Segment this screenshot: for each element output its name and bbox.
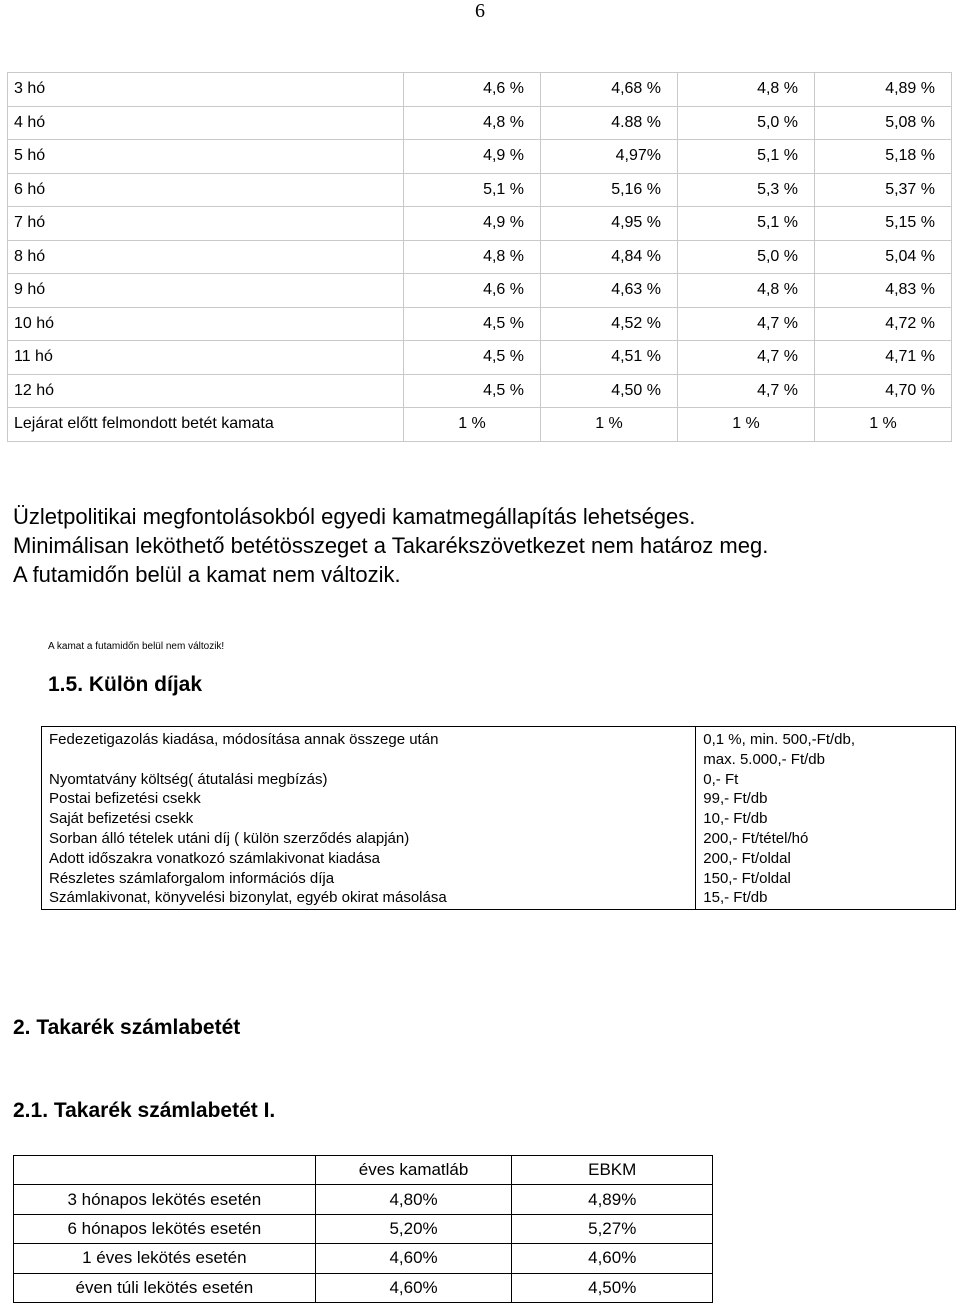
rate-cell: 4,9 % (404, 207, 541, 241)
table-row (42, 809, 956, 829)
fee-value: 10,- Ft/db (696, 809, 956, 829)
rate-cell: 4,8 % (678, 274, 815, 308)
fee-name: Saját befizetési csekk (42, 809, 696, 829)
header-cell (14, 1156, 316, 1185)
table-row (42, 789, 956, 809)
row-label: 10 hó (8, 307, 404, 341)
rate-cell: 5,1 % (678, 140, 815, 174)
early-withdrawal-row (8, 408, 952, 442)
rate-cell: 4,6 % (404, 73, 541, 107)
ebkm-cell: 4,60% (512, 1244, 713, 1273)
rate-cell: 5,04 % (815, 240, 952, 274)
table-row (42, 727, 956, 770)
table-row (8, 173, 952, 207)
table-row (14, 1273, 713, 1302)
table-row (14, 1185, 713, 1214)
fee-value: 15,- Ft/db (696, 888, 956, 909)
fee-name: Postai befizetési csekk (42, 789, 696, 809)
fee-table (41, 726, 956, 910)
table-row (42, 888, 956, 909)
policy-notes (13, 502, 768, 589)
row-label: 8 hó (8, 240, 404, 274)
fee-value-line: 0,1 %, min. 500,-Ft/db, (703, 731, 856, 748)
rate-cell: 4,8 % (404, 240, 541, 274)
table-row (8, 274, 952, 308)
rate-cell: 5,16 % (541, 173, 678, 207)
table-row (8, 307, 952, 341)
row-label: 11 hó (8, 341, 404, 375)
rate-cell: 4,68 % (541, 73, 678, 107)
rate-cell: 4,71 % (815, 341, 952, 375)
fee-value: 99,- Ft/db (696, 789, 956, 809)
rate-cell: 4,52 % (541, 307, 678, 341)
savings-rate-table (13, 1155, 713, 1303)
rate-cell: 4,60% (315, 1273, 512, 1302)
rate-cell: 5,37 % (815, 173, 952, 207)
rate-cell: 4,8 % (404, 106, 541, 140)
rate-cell: 4,51 % (541, 341, 678, 375)
fee-name: Adott időszakra vonatkozó számlakivonat kiadása (42, 849, 696, 869)
row-label: 12 hó (8, 374, 404, 408)
fee-value-line: max. 5.000,- Ft/db (703, 750, 825, 768)
small-note: A kamat a futamidőn belül nem változik! (48, 641, 225, 652)
term-cell: 6 hónapos lekötés esetén (14, 1214, 316, 1243)
rate-cell: 5,0 % (678, 240, 815, 274)
rate-cell: 4,72 % (815, 307, 952, 341)
term-cell: 1 éves lekötés esetén (14, 1244, 316, 1273)
row-label: 4 hó (8, 106, 404, 140)
table-header-row (14, 1156, 713, 1185)
rate-cell: 4,95 % (541, 207, 678, 241)
rate-cell: 4,63 % (541, 274, 678, 308)
subsection-heading-savings-1: 2.1. Takarék számlabetét I. (13, 1099, 276, 1122)
rate-cell: 4,60% (315, 1244, 512, 1273)
table-row (14, 1214, 713, 1243)
table-row (8, 73, 952, 107)
table-row (8, 341, 952, 375)
rate-cell: 4,50 % (541, 374, 678, 408)
rate-cell: 4,70 % (815, 374, 952, 408)
rate-cell: 5,18 % (815, 140, 952, 174)
table-row (42, 829, 956, 849)
rate-cell: 4,8 % (678, 73, 815, 107)
section-heading-fees: 1.5. Külön díjak (48, 673, 203, 696)
row-label: 9 hó (8, 274, 404, 308)
rate-cell: 4,84 % (541, 240, 678, 274)
row-label: 5 hó (8, 140, 404, 174)
rate-cell: 4,80% (315, 1185, 512, 1214)
rate-cell: 4,6 % (404, 274, 541, 308)
rate-cell: 5,20% (315, 1214, 512, 1243)
rate-cell: 4,7 % (678, 374, 815, 408)
fee-value (696, 727, 956, 770)
rate-cell: 5,1 % (404, 173, 541, 207)
fee-name: Sorban álló tételek utáni díj ( külön szerződés alapján) (42, 829, 696, 849)
table-row (14, 1244, 713, 1273)
fee-value: 200,- Ft/tétel/hó (696, 829, 956, 849)
fee-name: Részletes számlaforgalom információs díja (42, 869, 696, 889)
fee-name: Nyomtatvány költség( átutalási megbízás) (42, 770, 696, 790)
ebkm-cell: 5,27% (512, 1214, 713, 1243)
rate-cell: 4,5 % (404, 374, 541, 408)
rate-cell: 1 % (678, 408, 815, 442)
row-label: 3 hó (8, 73, 404, 107)
rate-cell: 4,83 % (815, 274, 952, 308)
section-heading-savings: 2. Takarék számlabetét (13, 1016, 241, 1039)
table-row (8, 140, 952, 174)
term-cell: 3 hónapos lekötés esetén (14, 1185, 316, 1214)
table-row (8, 207, 952, 241)
note-line: Üzletpolitikai megfontolásokból egyedi kamatmegállapítás lehetséges. (13, 504, 696, 529)
ebkm-cell: 4,50% (512, 1273, 713, 1302)
fee-value: 200,- Ft/oldal (696, 849, 956, 869)
table-row (42, 770, 956, 790)
rate-cell: 1 % (541, 408, 678, 442)
rate-cell: 1 % (815, 408, 952, 442)
table-row (8, 106, 952, 140)
term-cell: éven túli lekötés esetén (14, 1273, 316, 1302)
page-number: 6 (475, 0, 485, 22)
table-row (8, 374, 952, 408)
rate-cell: 4.88 % (541, 106, 678, 140)
rate-cell: 4,9 % (404, 140, 541, 174)
fee-value: 150,- Ft/oldal (696, 869, 956, 889)
rate-cell: 4,7 % (678, 307, 815, 341)
rate-cell: 4,5 % (404, 341, 541, 375)
rate-cell: 4,89 % (815, 73, 952, 107)
rate-cell: 5,15 % (815, 207, 952, 241)
rate-cell: 5,08 % (815, 106, 952, 140)
table-row (42, 869, 956, 889)
row-label: Lejárat előtt felmondott betét kamata (8, 408, 404, 442)
rate-cell: 5,0 % (678, 106, 815, 140)
row-label: 7 hó (8, 207, 404, 241)
interest-rate-table (7, 72, 952, 442)
rate-cell: 4,97% (541, 140, 678, 174)
rate-cell: 5,3 % (678, 173, 815, 207)
rate-cell: 4,5 % (404, 307, 541, 341)
ebkm-cell: 4,89% (512, 1185, 713, 1214)
fee-name: Számlakivonat, könyvelési bizonylat, egyéb okirat másolása (42, 888, 696, 909)
row-label: 6 hó (8, 173, 404, 207)
header-cell: éves kamatláb (315, 1156, 512, 1185)
rate-cell: 4,7 % (678, 341, 815, 375)
fee-value: 0,- Ft (696, 770, 956, 790)
note-line: A futamidőn belül a kamat nem változik. (13, 562, 401, 587)
table-row (42, 849, 956, 869)
rate-cell: 1 % (404, 408, 541, 442)
note-line: Minimálisan leköthető betétösszeget a Takarékszövetkezet nem határoz meg. (13, 533, 769, 558)
fee-name: Fedezetigazolás kiadása, módosítása annak összege után (42, 727, 696, 770)
rate-cell: 5,1 % (678, 207, 815, 241)
table-row (8, 240, 952, 274)
header-cell: EBKM (512, 1156, 713, 1185)
